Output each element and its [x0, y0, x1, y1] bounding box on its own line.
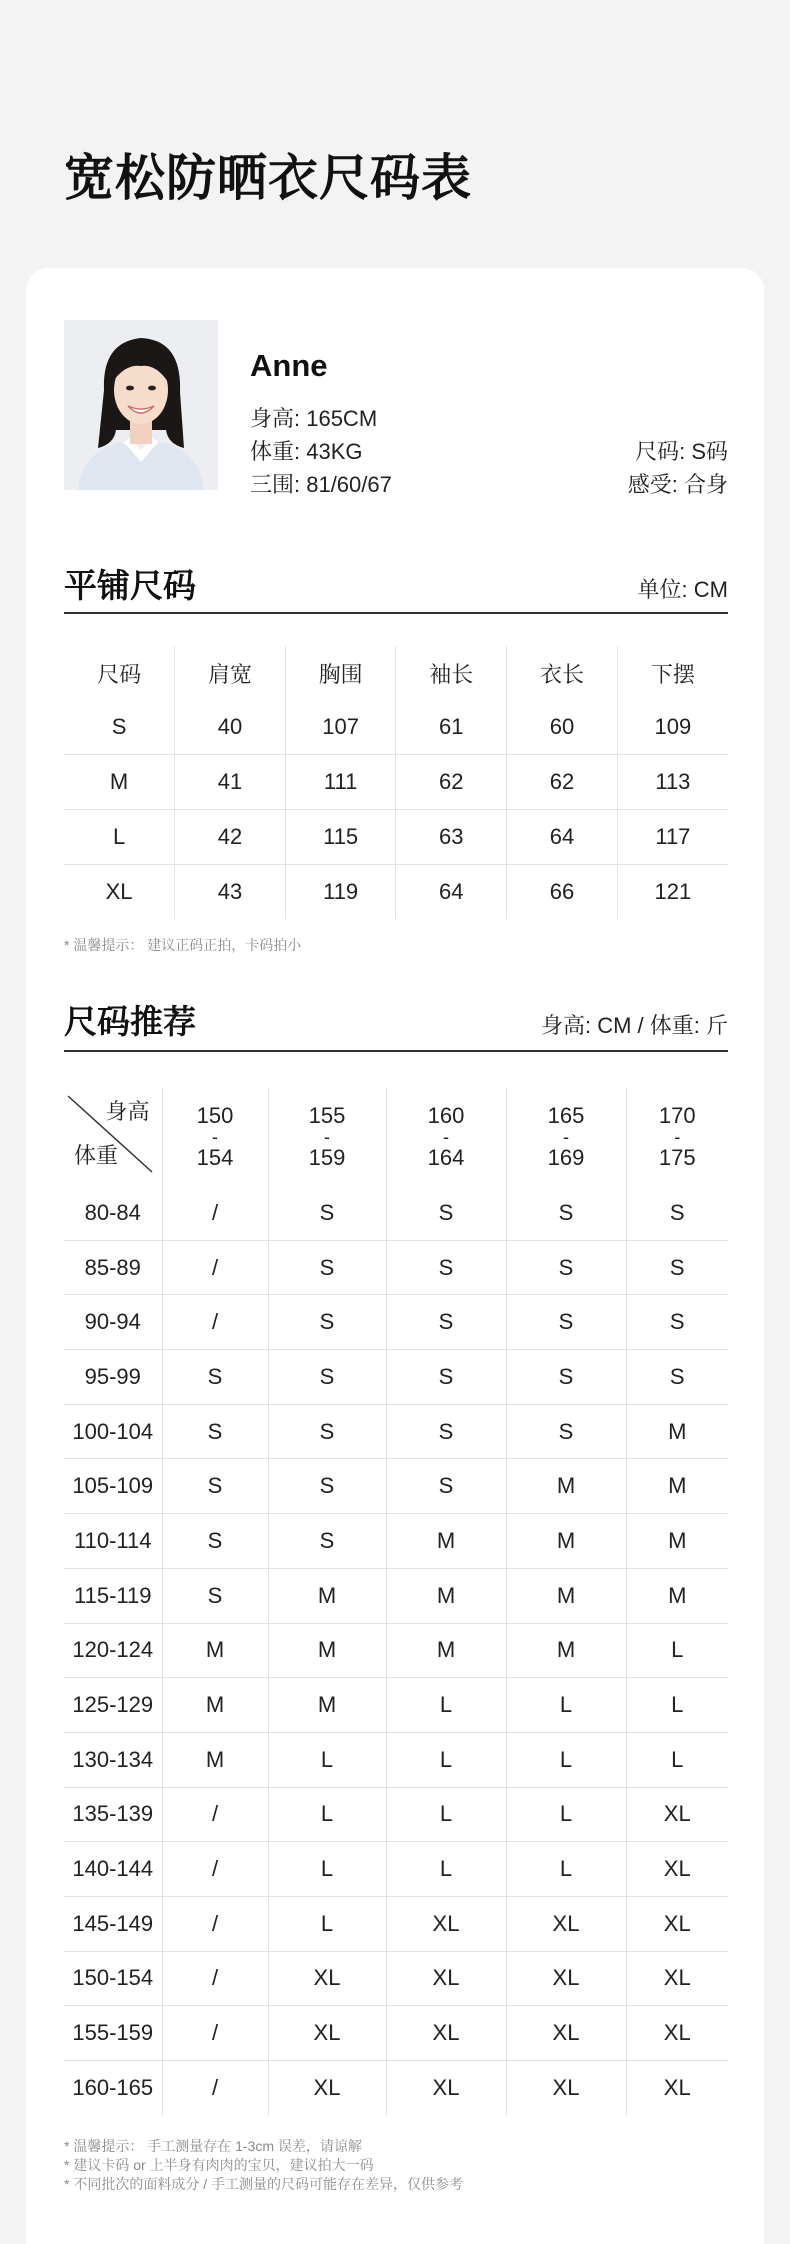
recommend-table-row: [64, 1240, 728, 1295]
height-range-header: [268, 1088, 386, 1186]
recommend-corner-cell: [64, 1088, 162, 1186]
recommended-size-cell: S: [162, 1459, 268, 1514]
recommend-table-row: [64, 1842, 728, 1897]
recommended-size-cell: M: [386, 1514, 506, 1569]
model-name: Anne: [250, 348, 328, 383]
recommended-size-cell: XL: [268, 1951, 386, 2006]
height-range-header: [626, 1088, 728, 1186]
recommended-size-cell: /: [162, 2061, 268, 2115]
height-range-to: 164: [427, 1145, 465, 1170]
recommend-table: [64, 1088, 728, 2115]
weight-range-cell: 155-159: [64, 2006, 162, 2061]
flat-cell: 117: [617, 810, 728, 865]
recommended-size-cell: S: [386, 1295, 506, 1350]
recommended-size-cell: S: [626, 1240, 728, 1295]
corner-weight-label: 体重: [74, 1143, 119, 1168]
recommended-size-cell: S: [506, 1404, 626, 1459]
corner-height-label: 身高: [105, 1099, 150, 1124]
recommended-size-cell: S: [268, 1459, 386, 1514]
recommended-size-cell: L: [386, 1787, 506, 1842]
recommended-size-cell: XL: [626, 1842, 728, 1897]
height-range-from: 150: [196, 1103, 234, 1128]
flat-table-header-row: [64, 646, 728, 700]
weight-range-cell: 90-94: [64, 1295, 162, 1350]
weight-range-cell: 135-139: [64, 1787, 162, 1842]
flat-size-divider: [64, 612, 728, 614]
height-range-sep: -: [324, 1127, 330, 1147]
recommended-size-cell: L: [506, 1732, 626, 1787]
height-range-from: 160: [427, 1103, 465, 1128]
recommend-table-row: [64, 1514, 728, 1569]
recommended-size-cell: L: [386, 1732, 506, 1787]
recommended-size-cell: /: [162, 1896, 268, 1951]
recommended-size-cell: XL: [626, 1787, 728, 1842]
recommend-table-row: [64, 2006, 728, 2061]
recommended-size-cell: L: [268, 1842, 386, 1897]
recommended-size-cell: M: [626, 1459, 728, 1514]
height-range-to: 159: [308, 1145, 346, 1170]
weight-range-cell: 100-104: [64, 1404, 162, 1459]
flat-cell: 64: [507, 810, 618, 865]
recommend-unit: 身高: CM / 体重: 斤: [540, 1013, 728, 1038]
recommend-table-row: [64, 1951, 728, 2006]
flat-cell: 40: [175, 700, 286, 755]
recommended-size-cell: L: [268, 1732, 386, 1787]
recommended-size-cell: XL: [626, 1951, 728, 2006]
recommend-table-row: [64, 1787, 728, 1842]
recommended-size-cell: S: [386, 1404, 506, 1459]
recommended-size-cell: M: [386, 1623, 506, 1678]
weight-range-cell: 160-165: [64, 2061, 162, 2115]
recommended-size-cell: XL: [386, 2061, 506, 2115]
flat-table-row: [64, 810, 728, 865]
weight-range-cell: 80-84: [84, 1199, 141, 1225]
height-range-sep: -: [563, 1127, 569, 1147]
recommended-size-cell: M: [162, 1623, 268, 1678]
recommended-size-cell: /: [162, 1295, 268, 1350]
height-range-sep: -: [212, 1127, 218, 1147]
weight-range-cell: 150-154: [64, 1951, 162, 2006]
recommended-size-cell: XL: [386, 2006, 506, 2061]
recommend-table-row: [64, 1404, 728, 1459]
model-portrait-image: [64, 320, 218, 490]
recommended-size-cell: L: [268, 1896, 386, 1951]
recommended-size-cell: S: [506, 1350, 626, 1405]
height-range-to: 169: [547, 1145, 585, 1170]
recommended-size-cell: M: [268, 1678, 386, 1733]
flat-cell: 107: [285, 700, 396, 755]
recommend-header-row: [64, 1088, 728, 1186]
flat-cell: 42: [175, 810, 286, 865]
flat-cell: 62: [507, 755, 618, 810]
flat-cell: 61: [396, 700, 507, 755]
recommend-table-row: [64, 1459, 728, 1514]
recommended-size-cell: XL: [626, 2006, 728, 2061]
recommended-size-cell: M: [626, 1404, 728, 1459]
recommend-table-row: [64, 1896, 728, 1951]
recommended-size-cell: XL: [268, 2061, 386, 2115]
recommended-size-cell: L: [386, 1678, 506, 1733]
recommend-note-1: * 温馨提示： 手工测量存在 1-3cm 误差，请谅解: [64, 2138, 362, 2154]
recommended-size-cell: /: [162, 2006, 268, 2061]
recommended-size-cell: M: [162, 1678, 268, 1733]
weight-range-cell: 140-144: [64, 1842, 162, 1897]
recommended-size-cell: M: [268, 1623, 386, 1678]
recommended-size-cell: XL: [386, 1951, 506, 2006]
model-feeling: 感受: 合身: [627, 472, 728, 497]
recommended-size-cell: S: [162, 1350, 268, 1405]
flat-header-cell: 肩宽: [175, 646, 286, 700]
weight-range-cell: 95-99: [64, 1350, 162, 1405]
weight-range-cell: 105-109: [64, 1459, 162, 1514]
recommend-divider: [64, 1050, 728, 1052]
recommended-size-cell: S: [626, 1350, 728, 1405]
flat-cell: M: [64, 755, 175, 810]
model-measurements: 三围: 81/60/67: [250, 472, 392, 497]
height-range-sep: -: [443, 1127, 449, 1147]
flat-cell: L: [64, 810, 175, 865]
flat-table-row: [64, 755, 728, 810]
recommended-size-cell: L: [506, 1842, 626, 1897]
flat-size-title: 平铺尺码: [64, 567, 196, 604]
height-range-from: 165: [547, 1103, 585, 1128]
recommend-table-row: [64, 1295, 728, 1350]
recommended-size-cell: S: [268, 1404, 386, 1459]
flat-cell: 60: [507, 700, 618, 755]
recommend-table-row: [64, 1568, 728, 1623]
flat-size-unit: 单位: CM: [637, 577, 728, 602]
recommended-size-cell: XL: [626, 1896, 728, 1951]
recommended-size-cell: M: [626, 1514, 728, 1569]
flat-cell: 121: [617, 865, 728, 920]
flat-cell: 62: [396, 755, 507, 810]
recommended-size-cell: L: [626, 1623, 728, 1678]
recommended-size-cell: L: [506, 1678, 626, 1733]
height-range-from: 170: [658, 1103, 696, 1128]
recommend-table-row: [64, 1350, 728, 1405]
model-height: 身高: 165CM: [250, 406, 378, 431]
height-range-to: 154: [196, 1145, 234, 1170]
flat-size-note: * 温馨提示： 建议正码正拍，卡码拍小: [64, 937, 302, 953]
recommended-size-cell: M: [268, 1568, 386, 1623]
recommended-size-cell: S: [386, 1240, 506, 1295]
height-range-to: 175: [658, 1145, 696, 1170]
flat-cell: 115: [285, 810, 396, 865]
recommended-size-cell: /: [162, 1240, 268, 1295]
weight-range-cell: 125-129: [64, 1678, 162, 1733]
recommended-size-cell: S: [268, 1186, 386, 1240]
recommended-size-cell: M: [506, 1459, 626, 1514]
flat-cell: 113: [617, 755, 728, 810]
height-range-sep: -: [674, 1127, 681, 1147]
recommended-size-cell: XL: [268, 2006, 386, 2061]
height-range-header: [506, 1088, 626, 1186]
recommended-size-cell: /: [162, 1842, 268, 1897]
flat-header-cell: 胸围: [285, 646, 396, 700]
recommended-size-cell: XL: [626, 2061, 728, 2115]
recommended-size-cell: S: [268, 1295, 386, 1350]
flat-table-row: [64, 865, 728, 920]
recommended-size-cell: /: [162, 1951, 268, 2006]
flat-cell: 66: [507, 865, 618, 920]
recommended-size-cell: S: [386, 1350, 506, 1405]
recommended-size-cell: S: [268, 1240, 386, 1295]
recommended-size-cell: XL: [506, 1896, 626, 1951]
recommended-size-cell: S: [626, 1295, 728, 1350]
recommended-size-cell: S: [386, 1459, 506, 1514]
flat-table-row: [64, 700, 728, 755]
flat-cell: 109: [617, 700, 728, 755]
recommend-note-2: * 建议卡码 or 上半身有肉肉的宝贝，建议拍大一码: [64, 2157, 374, 2173]
recommended-size-cell: M: [162, 1732, 268, 1787]
recommend-table-row: [64, 2061, 728, 2115]
recommended-size-cell: M: [506, 1514, 626, 1569]
recommend-title: 尺码推荐: [64, 1003, 196, 1040]
recommended-size-cell: L: [626, 1678, 728, 1733]
height-range-from: 155: [308, 1103, 346, 1128]
weight-range-cell: 145-149: [64, 1896, 162, 1951]
flat-cell: 63: [396, 810, 507, 865]
recommended-size-cell: S: [506, 1240, 626, 1295]
flat-cell: S: [111, 714, 127, 739]
model-size: 尺码: S码: [635, 439, 728, 464]
recommended-size-cell: S: [268, 1350, 386, 1405]
recommended-size-cell: /: [162, 1186, 268, 1240]
recommended-size-cell: XL: [506, 2061, 626, 2115]
flat-header-cell: 袖长: [396, 646, 507, 700]
recommend-table-row: [64, 1678, 728, 1733]
recommended-size-cell: M: [506, 1623, 626, 1678]
recommend-table-row: [64, 1186, 728, 1240]
recommended-size-cell: L: [506, 1787, 626, 1842]
recommended-size-cell: M: [386, 1568, 506, 1623]
recommended-size-cell: M: [506, 1568, 626, 1623]
recommend-note-3: * 不同批次的面料成分 / 手工测量的尺码可能存在差异，仅供参考: [64, 2176, 464, 2192]
recommend-table-row: [64, 1732, 728, 1787]
weight-range-cell: 85-89: [64, 1240, 162, 1295]
flat-header-cell: 尺码: [97, 661, 142, 687]
recommended-size-cell: S: [506, 1295, 626, 1350]
weight-range-cell: 110-114: [64, 1514, 162, 1569]
weight-range-cell: 115-119: [64, 1568, 162, 1623]
weight-range-cell: 130-134: [64, 1732, 162, 1787]
size-chart-card: [26, 268, 764, 2244]
recommended-size-cell: XL: [386, 1896, 506, 1951]
model-weight: 体重: 43KG: [250, 439, 363, 464]
recommend-table-row: [64, 1623, 728, 1678]
height-range-header: [162, 1088, 268, 1186]
model-photo: [64, 320, 218, 490]
flat-cell: 111: [285, 755, 396, 810]
recommended-size-cell: /: [162, 1787, 268, 1842]
flat-cell: 119: [285, 865, 396, 920]
flat-cell: 64: [396, 865, 507, 920]
page-title: 宽松防晒衣尺码表: [64, 150, 472, 206]
flat-header-cell: 衣长: [507, 646, 618, 700]
weight-range-cell: 120-124: [64, 1623, 162, 1678]
recommended-size-cell: S: [506, 1186, 626, 1240]
flat-size-table: [64, 646, 728, 919]
recommended-size-cell: XL: [506, 1951, 626, 2006]
recommended-size-cell: S: [162, 1568, 268, 1623]
recommended-size-cell: XL: [506, 2006, 626, 2061]
flat-header-cell: 下摆: [617, 646, 728, 700]
recommended-size-cell: S: [626, 1186, 728, 1240]
recommended-size-cell: S: [268, 1514, 386, 1569]
recommended-size-cell: M: [626, 1568, 728, 1623]
recommended-size-cell: S: [162, 1514, 268, 1569]
recommended-size-cell: L: [268, 1787, 386, 1842]
flat-cell: XL: [64, 865, 175, 920]
flat-cell: 43: [175, 865, 286, 920]
recommended-size-cell: L: [386, 1842, 506, 1897]
height-range-header: [386, 1088, 506, 1186]
recommended-size-cell: L: [626, 1732, 728, 1787]
flat-cell: 41: [175, 755, 286, 810]
recommended-size-cell: S: [162, 1404, 268, 1459]
recommended-size-cell: S: [386, 1186, 506, 1240]
